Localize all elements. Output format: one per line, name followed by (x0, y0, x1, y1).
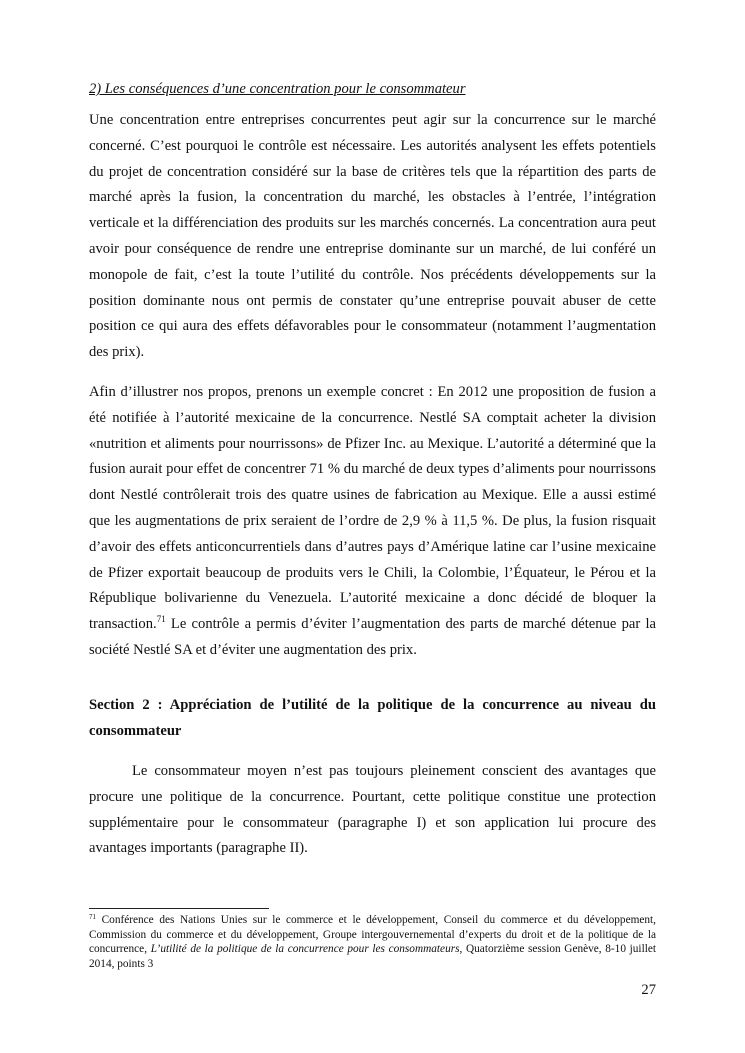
footnote-divider (89, 908, 269, 909)
paragraph-3: Le consommateur moyen n’est pas toujours pleinement conscient des avantages que procure une politique de la concurrence. Pourtant, cette politique constitue une protection supplémentaire pour le consommateur (paragraphe I) et son application lui procure des avantages importants (paragraphe II). (89, 763, 656, 857)
footnote (89, 913, 656, 971)
paragraph-1: Une concentration entre entreprises concurrentes peut agir sur la concurrence sur le marché concerné. C’est pourquoi le contrôle est nécessaire. Les autorités analysent les effets potentiels du projet de concentration considéré sur la base de critères tels que la répartition des parts de marché après la fusion, la concentration du marché, les obstacles à l’entrée, l’intégration verticale et la différenciation des produits sur les marchés concernés. La concentration aura peut avoir pour conséquence de rendre une entreprise dominante sur un marché, de lui conféré un monopole de fait, c’est la toute l’utilité du contrôle. Nos précédents développements sur la position dominante nous ont permis de constater qu’une entreprise pouvait abuser de cette position ce qui aura des effets défavorables pour le consommateur (notamment l’augmentation des prix). (89, 112, 656, 361)
page-number: 27 (641, 982, 656, 998)
footnote-reference[interactable]: 71 (156, 614, 166, 625)
footnote-text: Conférence des Nations Unies sur le commerce et le développement, Conseil du commerce et du développement, Commission du commerce et du développement, Groupe intergouvernemental d’experts du droit et de la politique de la concurrence, (89, 914, 656, 955)
footnote-title: L’utilité de la politique de la concurrence pour les consommateurs (150, 943, 460, 955)
paragraph-2-text-continued: Le contrôle a permis d’éviter l’augmentation des parts de marché détenue par la société Nestlé SA et d’éviter une augmentation des prix. (89, 616, 656, 658)
footnote-text-end: , Quatorzième session Genève, 8-10 juillet 2014, points 3 (89, 943, 656, 970)
footnote-number: 71 (89, 913, 96, 921)
paragraph-2-text: Afin d’illustrer nos propos, prenons un exemple concret : En 2012 une proposition de fusion a été notifiée à l’autorité mexicaine de la concurrence. Nestlé SA comptait acheter la division «nutrition et aliments pour nourrissons» de Pfizer Inc. au Mexique. L’autorité a déterminé que la fusion aurait pour effet de concentrer 71 % du marché de deux types d’aliments pour nourrissons dont Nestlé contrôlerait trois des quatre usines de fabrication au Mexique. Elle a aussi estimé que les augmentations de prix seraient de l’ordre de 2,9 % à 11,5 %. De plus, la fusion risquait d’avoir des effets anticoncurrentiels dans d’autres pays d’Amérique latine car l’usine mexicaine de Pfizer exportait beaucoup de produits vers le Chili, la Colombie, l’Équateur, le Pérou et la République bolivarienne du Venezuela. L’autorité mexicaine a donc décidé de bloquer la transaction. (89, 384, 656, 633)
section-heading: Section 2 : Appréciation de l’utilité de la politique de la concurrence au niveau du consommateur (89, 697, 656, 739)
subheading: 2) Les conséquences d’une concentration pour le consommateur (89, 81, 466, 97)
paragraph-2 (89, 380, 656, 664)
